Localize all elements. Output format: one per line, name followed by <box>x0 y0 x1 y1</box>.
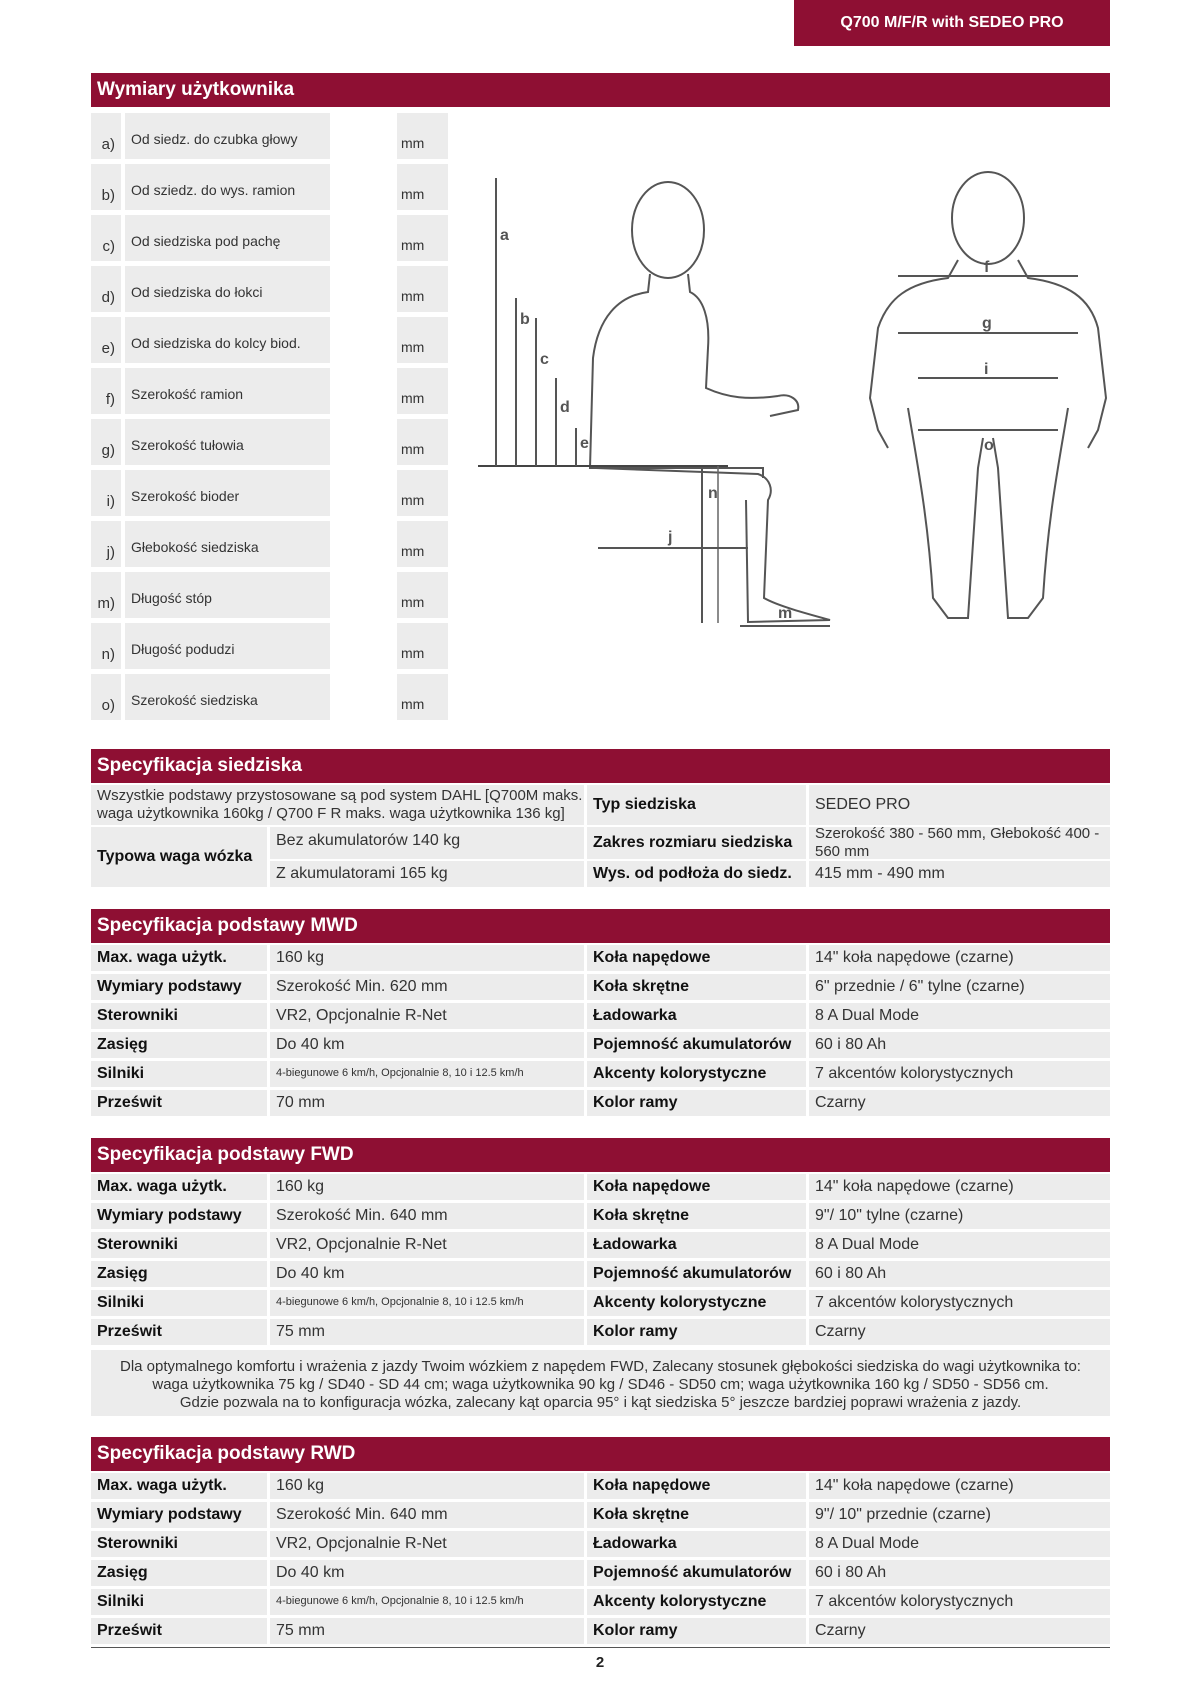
fwd-section-title: Specyfikacja podstawy FWD <box>91 1138 1110 1172</box>
dim-input-n[interactable] <box>331 623 396 667</box>
spec-label: Sterowniki <box>91 1232 267 1258</box>
page-number: 2 <box>595 1654 605 1671</box>
side-torso <box>590 274 763 478</box>
spec-label: Sterowniki <box>91 1531 267 1557</box>
spec-label: Koła napędowe <box>587 1473 806 1499</box>
side-hand <box>770 395 798 416</box>
spec-label: Pojemność akumulatorów <box>587 1560 806 1586</box>
dim-letter: n) <box>91 623 121 669</box>
spec-value: 60 i 80 Ah <box>809 1032 1110 1058</box>
dim-unit: mm <box>397 113 448 159</box>
spec-value: 60 i 80 Ah <box>809 1261 1110 1287</box>
dim-letter: i) <box>91 470 121 516</box>
spec-label: Koła skrętne <box>587 974 806 1000</box>
figure-label-b: b <box>520 311 530 328</box>
spec-label: Max. waga użytk. <box>91 945 267 971</box>
spec-value: 4-biegunowe 6 km/h, Opcjonalnie 8, 10 i 12.5 km/h <box>270 1290 584 1316</box>
spec-value: 75 mm <box>270 1319 584 1345</box>
spec-label: Kolor ramy <box>587 1090 806 1116</box>
spec-label: Prześwit <box>91 1319 267 1345</box>
spec-label: Silniki <box>91 1290 267 1316</box>
dim-unit: mm <box>397 419 448 465</box>
spec-value: 160 kg <box>270 1473 584 1499</box>
spec-value: 7 akcentów kolorystycznych <box>809 1061 1110 1087</box>
seat-type-label: Typ siedziska <box>587 785 806 825</box>
seat-height-label: Wys. od podłoża do siedz. <box>587 861 806 887</box>
spec-label: Kolor ramy <box>587 1618 806 1644</box>
spec-value: 4-biegunowe 6 km/h, Opcjonalnie 8, 10 i 12.5 km/h <box>270 1061 584 1087</box>
figure-label-m: m <box>778 605 793 622</box>
dim-unit: mm <box>397 521 448 567</box>
dim-letter: m) <box>91 572 121 618</box>
spec-value: VR2, Opcjonalnie R-Net <box>270 1232 584 1258</box>
spec-value: 70 mm <box>270 1090 584 1116</box>
seat-weight-without: Bez akumulatorów 140 kg <box>270 827 584 859</box>
spec-label: Wymiary podstawy <box>91 1203 267 1229</box>
spec-label: Prześwit <box>91 1090 267 1116</box>
spec-value: 6" przednie / 6" tylne (czarne) <box>809 974 1110 1000</box>
front-head <box>952 172 1024 264</box>
dim-input-a[interactable] <box>331 113 396 157</box>
dim-input-e[interactable] <box>331 317 396 361</box>
footer-rule <box>91 1647 1110 1648</box>
dim-unit: mm <box>397 317 448 363</box>
dim-input-j[interactable] <box>331 521 396 565</box>
spec-value: 8 A Dual Mode <box>809 1531 1110 1557</box>
seat-intro: Wszystkie podstawy przystosowane są pod system DAHL [Q700M maks. waga użytkownika 160kg / Q700 F R maks. waga użytkownika 136 kg] <box>91 785 584 825</box>
dim-unit: mm <box>397 674 448 720</box>
dim-row-f <box>91 366 448 414</box>
dim-row-j <box>91 519 448 567</box>
dims-section-title: Wymiary użytkownika <box>91 73 1110 107</box>
dim-letter: j) <box>91 521 121 567</box>
spec-label: Kolor ramy <box>587 1319 806 1345</box>
dim-letter: o) <box>91 674 121 720</box>
spec-value: Czarny <box>809 1090 1110 1116</box>
dim-row-n <box>91 621 448 669</box>
spec-value: 7 akcentów kolorystycznych <box>809 1589 1110 1615</box>
fwd-note-line: waga użytkownika 75 kg / SD40 - SD 44 cm; waga użytkownika 90 kg / SD46 - SD50 cm; waga użytkownika 160 kg / SD50 - SD56 cm. <box>152 1376 1049 1393</box>
spec-value: 9"/ 10" tylne (czarne) <box>809 1203 1110 1229</box>
dim-input-f[interactable] <box>331 368 396 412</box>
figure-label-f: f <box>984 259 990 276</box>
spec-label: Akcenty kolorystyczne <box>587 1290 806 1316</box>
dim-unit: mm <box>397 623 448 669</box>
dim-label: Od sziedz. do wys. ramion <box>125 164 330 210</box>
dim-label: Szerokość tułowia <box>125 419 330 465</box>
spec-label: Akcenty kolorystyczne <box>587 1589 806 1615</box>
dim-label: Długość stóp <box>125 572 330 618</box>
spec-value: Czarny <box>809 1618 1110 1644</box>
figure-label-c: c <box>540 351 549 368</box>
dim-input-g[interactable] <box>331 419 396 463</box>
spec-value: Do 40 km <box>270 1032 584 1058</box>
spec-label: Max. waga użytk. <box>91 1473 267 1499</box>
figure-label-o: o <box>984 437 994 454</box>
spec-value: 4-biegunowe 6 km/h, Opcjonalnie 8, 10 i 12.5 km/h <box>270 1589 584 1615</box>
spec-value: VR2, Opcjonalnie R-Net <box>270 1003 584 1029</box>
spec-value: Do 40 km <box>270 1261 584 1287</box>
dim-label: Od siedziska do łokci <box>125 266 330 312</box>
dim-row-g <box>91 417 448 465</box>
spec-label: Koła skrętne <box>587 1203 806 1229</box>
dim-row-b <box>91 162 448 210</box>
side-arm <box>688 274 778 398</box>
spec-value: 14" koła napędowe (czarne) <box>809 1174 1110 1200</box>
fwd-note-line: Dla optymalnego komfortu i wrażenia z jazdy Twoim wózkiem z napędem FWD, Zalecany stosunek głębokości siedziska do wagi użytkownika to: <box>120 1358 1081 1375</box>
figure-label-d: d <box>560 399 570 416</box>
dim-letter: c) <box>91 215 121 261</box>
spec-label: Koła napędowe <box>587 945 806 971</box>
dim-input-m[interactable] <box>331 572 396 616</box>
figure-label-g: g <box>982 315 992 332</box>
spec-label: Wymiary podstawy <box>91 1502 267 1528</box>
dim-input-o[interactable] <box>331 674 396 718</box>
mwd-section-title: Specyfikacja podstawy MWD <box>91 909 1110 943</box>
spec-label: Zasięg <box>91 1032 267 1058</box>
seat-weight-label: Typowa waga wózka <box>91 827 267 887</box>
body-measurement-figure <box>478 168 1110 666</box>
spec-value: 7 akcentów kolorystycznych <box>809 1290 1110 1316</box>
front-left-side <box>870 260 958 448</box>
dim-letter: g) <box>91 419 121 465</box>
seat-size-label: Zakres rozmiaru siedziska <box>587 827 806 859</box>
spec-label: Pojemność akumulatorów <box>587 1261 806 1287</box>
figure-label-e: e <box>580 435 589 452</box>
spec-value: 160 kg <box>270 1174 584 1200</box>
dim-row-o <box>91 672 448 720</box>
dim-row-e <box>91 315 448 363</box>
seat-height-value: 415 mm - 490 mm <box>809 861 1110 887</box>
seat-section-title: Specyfikacja siedziska <box>91 749 1110 783</box>
spec-label: Zasięg <box>91 1261 267 1287</box>
spec-label: Pojemność akumulatorów <box>587 1032 806 1058</box>
spec-label: Koła skrętne <box>587 1502 806 1528</box>
spec-value: Czarny <box>809 1319 1110 1345</box>
dim-letter: d) <box>91 266 121 312</box>
front-right-side <box>1018 260 1106 448</box>
spec-label: Ładowarka <box>587 1003 806 1029</box>
fwd-note-line: Gdzie pozwala na to konfiguracja wózka, zalecany kąt oparcia 95° i kąt siedziska 5° jeszcze bardziej poprawi wrażenia z jazdy. <box>179 1394 1022 1411</box>
dim-unit: mm <box>397 470 448 516</box>
spec-value: 8 A Dual Mode <box>809 1003 1110 1029</box>
dim-input-c[interactable] <box>331 215 396 259</box>
dim-label: Szerokość siedziska <box>125 674 330 720</box>
spec-value: Szerokość Min. 620 mm <box>270 974 584 1000</box>
dim-label: Od siedz. do czubka głowy <box>125 113 330 159</box>
spec-label: Silniki <box>91 1061 267 1087</box>
spec-value: 14" koła napędowe (czarne) <box>809 1473 1110 1499</box>
dim-row-i <box>91 468 448 516</box>
dim-label: Długość podudzi <box>125 623 330 669</box>
dim-label: Głebokość siedziska <box>125 521 330 567</box>
spec-value: 60 i 80 Ah <box>809 1560 1110 1586</box>
dim-label: Szerokość ramion <box>125 368 330 414</box>
dim-letter: b) <box>91 164 121 210</box>
dim-unit: mm <box>397 368 448 414</box>
dim-letter: e) <box>91 317 121 363</box>
spec-value: VR2, Opcjonalnie R-Net <box>270 1531 584 1557</box>
spec-label: Akcenty kolorystyczne <box>587 1061 806 1087</box>
dim-row-d <box>91 264 448 312</box>
spec-value: 8 A Dual Mode <box>809 1232 1110 1258</box>
figure-label-a: a <box>500 227 509 244</box>
figure-label-i: i <box>984 361 989 378</box>
dim-row-a <box>91 111 448 159</box>
dim-label: Od siedziska do kolcy biod. <box>125 317 330 363</box>
dim-letter: f) <box>91 368 121 414</box>
spec-value: Szerokość Min. 640 mm <box>270 1502 584 1528</box>
spec-label: Silniki <box>91 1589 267 1615</box>
dim-row-c <box>91 213 448 261</box>
spec-label: Sterowniki <box>91 1003 267 1029</box>
spec-value: 14" koła napędowe (czarne) <box>809 945 1110 971</box>
seat-weight-with: Z akumulatorami 165 kg <box>270 861 584 887</box>
spec-label: Ładowarka <box>587 1232 806 1258</box>
dim-letter: a) <box>91 113 121 159</box>
spec-label: Zasięg <box>91 1560 267 1586</box>
spec-value: Szerokość Min. 640 mm <box>270 1203 584 1229</box>
spec-value: Do 40 km <box>270 1560 584 1586</box>
seat-type-value: SEDEO PRO <box>809 785 1110 825</box>
fwd-note <box>91 1350 1110 1416</box>
dim-input-d[interactable] <box>331 266 396 310</box>
spec-value: 75 mm <box>270 1618 584 1644</box>
dim-input-b[interactable] <box>331 164 396 208</box>
figure-label-j: j <box>668 529 673 546</box>
spec-label: Prześwit <box>91 1618 267 1644</box>
dim-input-i[interactable] <box>331 470 396 514</box>
side-head <box>632 182 704 278</box>
figure-label-n: n <box>708 485 718 502</box>
dim-row-m <box>91 570 448 618</box>
spec-label: Ładowarka <box>587 1531 806 1557</box>
dim-unit: mm <box>397 164 448 210</box>
seat-size-value: Szerokość 380 - 560 mm, Głebokość 400 - 560 mm <box>809 827 1110 859</box>
front-right-leg <box>993 408 1068 618</box>
model-tab: Q700 M/F/R with SEDEO PRO <box>794 0 1110 46</box>
dim-unit: mm <box>397 572 448 618</box>
spec-value: 9"/ 10" przednie (czarne) <box>809 1502 1110 1528</box>
spec-value: 160 kg <box>270 945 584 971</box>
front-left-leg <box>908 408 983 618</box>
dim-label: Od siedziska pod pachę <box>125 215 330 261</box>
spec-label: Koła napędowe <box>587 1174 806 1200</box>
dim-unit: mm <box>397 266 448 312</box>
dim-label: Szerokość bioder <box>125 470 330 516</box>
dim-unit: mm <box>397 215 448 261</box>
rwd-section-title: Specyfikacja podstawy RWD <box>91 1437 1110 1471</box>
spec-label: Max. waga użytk. <box>91 1174 267 1200</box>
spec-label: Wymiary podstawy <box>91 974 267 1000</box>
